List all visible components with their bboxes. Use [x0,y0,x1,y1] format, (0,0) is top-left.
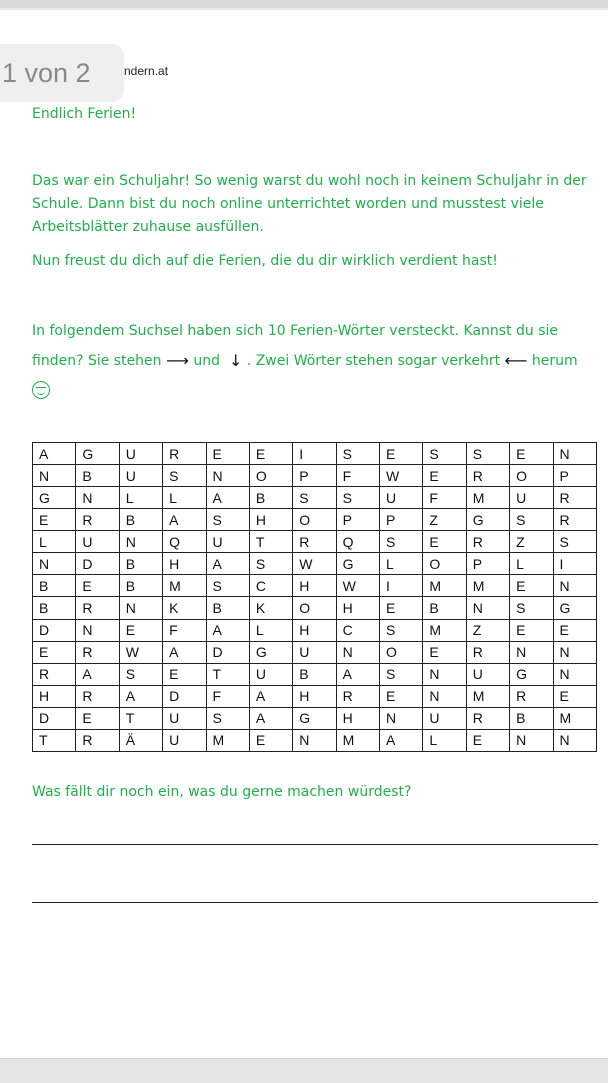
grid-cell: U [163,729,206,751]
grid-cell: E [553,619,597,641]
grid-cell: A [249,685,292,707]
grid-cell: K [249,597,292,619]
grid-cell: P [336,509,379,531]
grid-cell: M [163,575,206,597]
grid-cell: N [380,707,423,729]
grid-row [33,553,597,575]
grid-cell: R [163,443,206,465]
grid-cell: E [510,443,553,465]
grid-cell: R [510,685,553,707]
grid-cell: R [33,663,76,685]
grid-cell: P [553,465,597,487]
instructions-text-4: herum [531,353,578,369]
grid-row [33,509,597,531]
grid-row [33,707,597,729]
grid-cell: D [33,619,76,641]
grid-cell: E [76,575,119,597]
grid-cell: E [423,465,466,487]
grid-cell: B [33,597,76,619]
grid-cell: N [76,487,119,509]
grid-cell: E [510,619,553,641]
grid-cell: S [510,597,553,619]
grid-cell: G [553,597,597,619]
page-indicator: 1 von 2 [0,44,124,102]
grid-cell: M [466,685,509,707]
grid-cell: R [76,641,119,663]
arrow-right-icon: ⟶ [166,351,189,370]
grid-cell: F [336,465,379,487]
grid-row [33,531,597,553]
grid-cell: N [423,685,466,707]
grid-cell: R [466,465,509,487]
document-title: Endlich Ferien! [32,106,137,122]
grid-cell: L [380,553,423,575]
grid-cell: S [380,531,423,553]
grid-cell: B [510,707,553,729]
grid-cell: B [119,553,162,575]
grid-cell: L [33,531,76,553]
grid-cell: H [33,685,76,707]
instructions-paragraph [32,316,598,406]
grid-cell: A [163,509,206,531]
grid-cell: E [380,597,423,619]
grid-cell: H [163,553,206,575]
grid-cell: U [119,465,162,487]
grid-cell: U [510,487,553,509]
grid-cell: N [33,553,76,575]
grid-row [33,443,597,465]
grid-cell: S [206,575,249,597]
grid-cell: M [553,707,597,729]
grid-cell: T [206,663,249,685]
grid-cell: B [119,509,162,531]
grid-cell: G [466,509,509,531]
grid-cell: R [553,487,597,509]
instructions-text-1: In folgendem Suchsel haben sich 10 Ferien-Wörter versteckt. Kannst du sie finden? Sie stehen [32,323,559,369]
grid-cell: N [466,597,509,619]
grid-cell: O [510,465,553,487]
grid-row [33,729,597,751]
grid-cell: B [293,663,336,685]
grid-row [33,619,597,641]
grid-cell: M [423,575,466,597]
grid-cell: D [163,685,206,707]
grid-cell: K [163,597,206,619]
grid-cell: N [33,465,76,487]
grid-cell: I [293,443,336,465]
grid-cell: U [466,663,509,685]
smiley-icon [32,381,50,399]
grid-cell: N [119,597,162,619]
grid-cell: R [466,531,509,553]
grid-cell: R [76,685,119,707]
grid-cell: E [380,685,423,707]
grid-cell: N [553,729,597,751]
grid-cell: S [249,553,292,575]
grid-cell: A [76,663,119,685]
grid-cell: G [33,487,76,509]
grid-cell: A [380,729,423,751]
grid-cell: U [163,707,206,729]
answer-line-1[interactable] [32,844,598,845]
grid-cell: D [206,641,249,663]
word-search-grid [32,442,597,752]
answer-line-2[interactable] [32,902,598,903]
grid-cell: N [553,443,597,465]
grid-cell: S [510,509,553,531]
grid-cell: P [293,465,336,487]
grid-cell: Z [423,509,466,531]
grid-cell: Ä [119,729,162,751]
grid-cell: E [249,443,292,465]
question-text: Was fällt dir noch ein, was du gerne machen würdest? [32,784,412,800]
grid-cell: M [466,487,509,509]
grid-cell: E [206,443,249,465]
grid-cell: M [206,729,249,751]
grid-cell: A [336,663,379,685]
grid-cell: E [380,443,423,465]
grid-cell: S [119,663,162,685]
grid-cell: H [336,597,379,619]
intro-paragraph: Das war ein Schuljahr! So wenig warst du wohl noch in keinem Schuljahr in der Schule. Dann bist du noch online unterrichtet worden und musstest viele Arbeitsblätter zuhause ausfüllen. [32,173,587,235]
grid-cell: S [336,443,379,465]
grid-cell: N [119,531,162,553]
grid-cell: N [206,465,249,487]
arrow-down-icon: ↓ [228,351,243,370]
grid-cell: G [336,553,379,575]
grid-cell: R [293,531,336,553]
grid-cell: W [119,641,162,663]
grid-cell: S [336,487,379,509]
grid-cell: H [293,575,336,597]
grid-cell: T [33,729,76,751]
grid-cell: N [510,729,553,751]
grid-cell: I [380,575,423,597]
viewer-top-bar [0,0,608,8]
instructions-text-2: und [193,353,221,369]
grid-cell: N [553,663,597,685]
grid-cell: W [293,553,336,575]
grid-cell: E [33,509,76,531]
grid-cell: F [206,685,249,707]
grid-cell: N [336,641,379,663]
grid-cell: A [119,685,162,707]
grid-cell: R [466,707,509,729]
grid-cell: A [249,707,292,729]
grid-cell: U [206,531,249,553]
grid-cell: S [380,619,423,641]
grid-cell: U [293,641,336,663]
grid-cell: A [206,619,249,641]
grid-cell: G [76,443,119,465]
grid-cell: F [163,619,206,641]
grid-cell: E [553,685,597,707]
grid-cell: E [510,575,553,597]
grid-row [33,641,597,663]
grid-cell: B [423,597,466,619]
grid-cell: N [293,729,336,751]
grid-cell: G [249,641,292,663]
grid-cell: N [510,641,553,663]
grid-cell: N [553,575,597,597]
grid-cell: W [336,575,379,597]
grid-cell: T [119,707,162,729]
arrow-left-icon: ⟵ [504,351,528,370]
grid-cell: B [76,465,119,487]
grid-cell: A [206,553,249,575]
grid-cell: L [423,729,466,751]
grid-cell: O [293,509,336,531]
grid-cell: B [33,575,76,597]
grid-cell: E [76,707,119,729]
grid-cell: H [293,619,336,641]
site-url: ndern.at [124,64,169,78]
grid-row [33,487,597,509]
grid-cell: C [249,575,292,597]
grid-cell: U [76,531,119,553]
grid-cell: E [163,663,206,685]
grid-cell: R [76,509,119,531]
grid-cell: O [380,641,423,663]
grid-cell: O [249,465,292,487]
grid-cell: N [76,619,119,641]
grid-cell: U [249,663,292,685]
grid-cell: T [249,531,292,553]
grid-cell: L [119,487,162,509]
grid-cell: B [249,487,292,509]
grid-cell: S [206,509,249,531]
grid-cell: P [380,509,423,531]
grid-cell: L [249,619,292,641]
grid-cell: M [423,619,466,641]
grid-cell: A [206,487,249,509]
grid-cell: U [380,487,423,509]
grid-cell: D [33,707,76,729]
grid-cell: R [76,597,119,619]
grid-row [33,663,597,685]
grid-cell: Z [466,619,509,641]
grid-cell: C [336,619,379,641]
grid-cell: W [380,465,423,487]
grid-cell: R [336,685,379,707]
grid-cell: H [249,509,292,531]
grid-cell: L [163,487,206,509]
grid-cell: E [423,531,466,553]
grid-cell: E [423,641,466,663]
grid-cell: A [163,641,206,663]
grid-row [33,465,597,487]
grid-cell: S [553,531,597,553]
grid-cell: S [380,663,423,685]
grid-cell: E [466,729,509,751]
grid-cell: O [293,597,336,619]
grid-cell: U [423,707,466,729]
grid-cell: R [466,641,509,663]
grid-cell: I [553,553,597,575]
grid-cell: R [553,509,597,531]
grid-cell: S [423,443,466,465]
grid-cell: G [510,663,553,685]
grid-cell: N [423,663,466,685]
grid-cell: P [466,553,509,575]
grid-row [33,685,597,707]
grid-cell: N [553,641,597,663]
grid-cell: Z [510,531,553,553]
instructions-text-3: . Zwei Wörter stehen sogar verkehrt [246,353,501,369]
grid-cell: B [206,597,249,619]
grid-cell: L [510,553,553,575]
grid-cell: E [249,729,292,751]
grid-cell: H [336,707,379,729]
grid-cell: G [293,707,336,729]
grid-cell: U [119,443,162,465]
grid-cell: E [33,641,76,663]
grid-row [33,575,597,597]
grid-cell: Q [163,531,206,553]
viewer-bottom-bar [0,1058,608,1083]
grid-cell: S [293,487,336,509]
grid-cell: F [423,487,466,509]
document-page[interactable] [0,10,608,1058]
grid-cell: O [423,553,466,575]
grid-cell: M [336,729,379,751]
grid-cell: H [293,685,336,707]
grid-cell: S [466,443,509,465]
grid-cell: Q [336,531,379,553]
grid-row [33,597,597,619]
grid-cell: E [119,619,162,641]
grid-cell: S [163,465,206,487]
grid-cell: M [466,575,509,597]
grid-cell: A [33,443,76,465]
grid-cell: D [76,553,119,575]
grid-cell: R [76,729,119,751]
grid-cell: B [119,575,162,597]
holiday-paragraph: Nun freust du dich auf die Ferien, die du dir wirklich verdient hast! [32,253,498,269]
grid-cell: S [206,707,249,729]
